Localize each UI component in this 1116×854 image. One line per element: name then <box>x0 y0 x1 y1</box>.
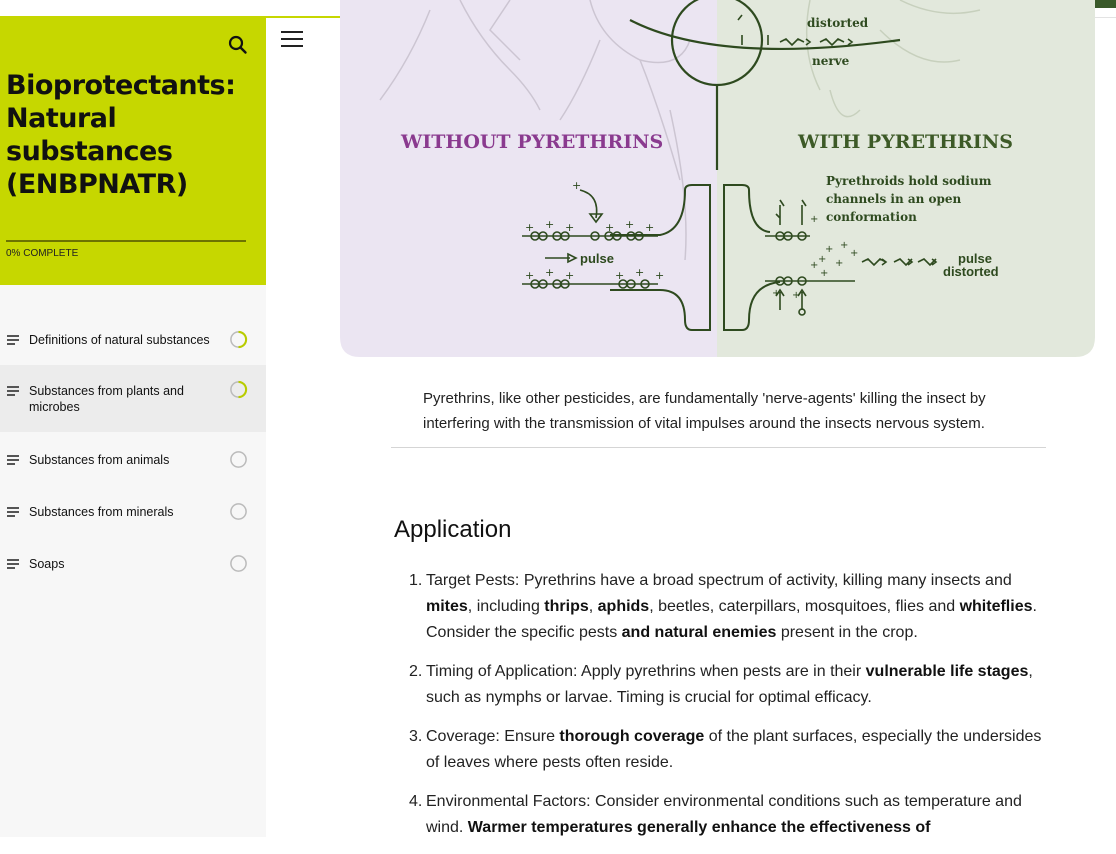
list-item-emphasis: whiteflies <box>959 598 1033 615</box>
sidebar <box>0 18 266 837</box>
distorted-label: distorted <box>943 264 999 279</box>
list-item-emphasis: mites <box>426 598 468 615</box>
with-pyrethrins-label: WITH PYRETHRINS <box>798 131 1013 153</box>
list-item-number: 3. <box>409 728 423 745</box>
pulse-label: pulse <box>580 251 614 266</box>
progress-bar <box>6 240 246 242</box>
sidebar-item-label: Soaps <box>29 557 65 571</box>
pyrethroids-note-line: channels in an open <box>826 192 962 206</box>
list-item-emphasis: Warmer temperatures generally enhance the effectiveness of <box>467 819 931 836</box>
empty-progress-icon <box>229 502 248 521</box>
pyrethrins-diagram <box>340 0 1095 357</box>
sidebar-item-definitions[interactable] <box>0 320 266 358</box>
svg-text:+: + <box>635 266 645 279</box>
list-item-number: 1. <box>409 572 423 589</box>
course-title: Bioprotectants: Natural substances (ENBPNATR) <box>6 70 236 200</box>
svg-text:+: + <box>820 268 829 279</box>
svg-text:+: + <box>792 290 801 301</box>
svg-text:+: + <box>835 258 844 269</box>
svg-text:+: + <box>525 269 535 282</box>
list-item <box>400 789 1050 841</box>
svg-text:+: + <box>605 221 615 234</box>
list-item-emphasis: aphids <box>597 598 650 615</box>
progress-label: 0% COMPLETE <box>6 248 79 259</box>
search-icon <box>226 33 250 57</box>
list-item <box>400 659 1050 711</box>
svg-text:+: + <box>565 221 575 234</box>
search-button[interactable] <box>226 33 250 57</box>
empty-progress-icon <box>229 554 248 573</box>
sidebar-item-label: Definitions of natural substances <box>29 333 210 347</box>
sidebar-item-label: Substances from animals <box>29 453 170 467</box>
hamburger-icon <box>281 31 303 33</box>
list-item-text: present in the crop. <box>776 624 918 641</box>
svg-text:+: + <box>545 218 555 231</box>
pulse-label: pulse <box>958 251 992 266</box>
svg-text:+: + <box>810 260 819 271</box>
list-item <box>400 724 1050 776</box>
section-heading: Application <box>394 516 512 543</box>
sidebar-item-label: Substances from minerals <box>29 505 174 519</box>
list-item-text: Timing of Application: Apply pyrethrins when pests are in their <box>426 663 866 680</box>
svg-text:+: + <box>572 179 582 192</box>
divider <box>391 447 1046 448</box>
list-item-text: . Consider the specific pests <box>426 598 1037 641</box>
sidebar-item-plants-microbes[interactable] <box>0 365 266 432</box>
without-pyrethrins-label: WITHOUT PYRETHRINS <box>401 131 664 153</box>
list-icon <box>7 507 19 517</box>
svg-text:+: + <box>565 269 575 282</box>
sidebar-item-label: Substances from plants and microbes <box>29 384 184 414</box>
list-item-text: , including <box>467 598 545 615</box>
list-item-text: , <box>588 598 598 615</box>
svg-text:+: + <box>772 288 781 299</box>
list-item-text: , such as nymphs or larvae. Timing is crucial for optimal efficacy. <box>426 663 1033 706</box>
menu-button[interactable] <box>281 31 303 49</box>
list-icon <box>7 335 19 345</box>
svg-text:+: + <box>810 214 819 225</box>
svg-text:+: + <box>615 269 625 282</box>
svg-text:+: + <box>545 266 555 279</box>
list-icon <box>7 455 19 465</box>
sidebar-item-animals[interactable] <box>0 440 266 478</box>
nerve-label: nerve <box>812 54 850 68</box>
list-item-text: , beetles, caterpillars, mosquitoes, flies and <box>649 598 960 615</box>
list-item-text: Coverage: Ensure <box>426 728 560 745</box>
list-icon <box>7 559 19 569</box>
empty-progress-icon <box>229 450 248 469</box>
list-item-number: 2. <box>409 663 423 680</box>
figure-caption: Pyrethrins, like other pesticides, are fundamentally 'nerve-agents' killing the insect by interfering with the transmission of vital impulses around the insects nervous system. <box>423 390 986 432</box>
partial-progress-icon <box>229 330 248 349</box>
svg-text:+: + <box>825 244 834 255</box>
sidebar-item-minerals[interactable] <box>0 492 266 530</box>
list-item-emphasis: thorough coverage <box>559 728 705 745</box>
list-item-emphasis: and natural enemies <box>621 624 777 641</box>
list-icon <box>7 386 19 396</box>
svg-text:+: + <box>818 254 827 265</box>
list-item-emphasis: thrips <box>544 598 589 615</box>
application-list <box>400 568 1050 854</box>
distorted-label: distorted <box>807 16 869 30</box>
partial-progress-icon <box>229 380 248 399</box>
svg-text:+: + <box>645 221 655 234</box>
svg-text:+: + <box>655 269 665 282</box>
list-item-text: Target Pests: Pyrethrins have a broad spectrum of activity, killing many insects and <box>426 572 1012 589</box>
list-item-emphasis: vulnerable life stages <box>865 663 1029 680</box>
svg-text:+: + <box>850 248 859 259</box>
pyrethroids-note-line: Pyrethroids hold sodium <box>826 174 992 188</box>
list-item-text: of the plant surfaces, especially the undersides of leaves where pests often reside. <box>426 728 1042 771</box>
list-item-text: Environmental Factors: Consider environmental conditions such as temperature and wind. <box>426 793 1022 836</box>
pyrethroids-note-line: conformation <box>826 210 917 224</box>
sidebar-header <box>0 18 266 285</box>
svg-text:+: + <box>525 221 535 234</box>
svg-text:+: + <box>625 218 635 231</box>
list-item-number: 4. <box>409 793 423 810</box>
svg-text:+: + <box>840 240 849 251</box>
sidebar-item-soaps[interactable] <box>0 544 266 582</box>
list-item <box>400 568 1050 646</box>
